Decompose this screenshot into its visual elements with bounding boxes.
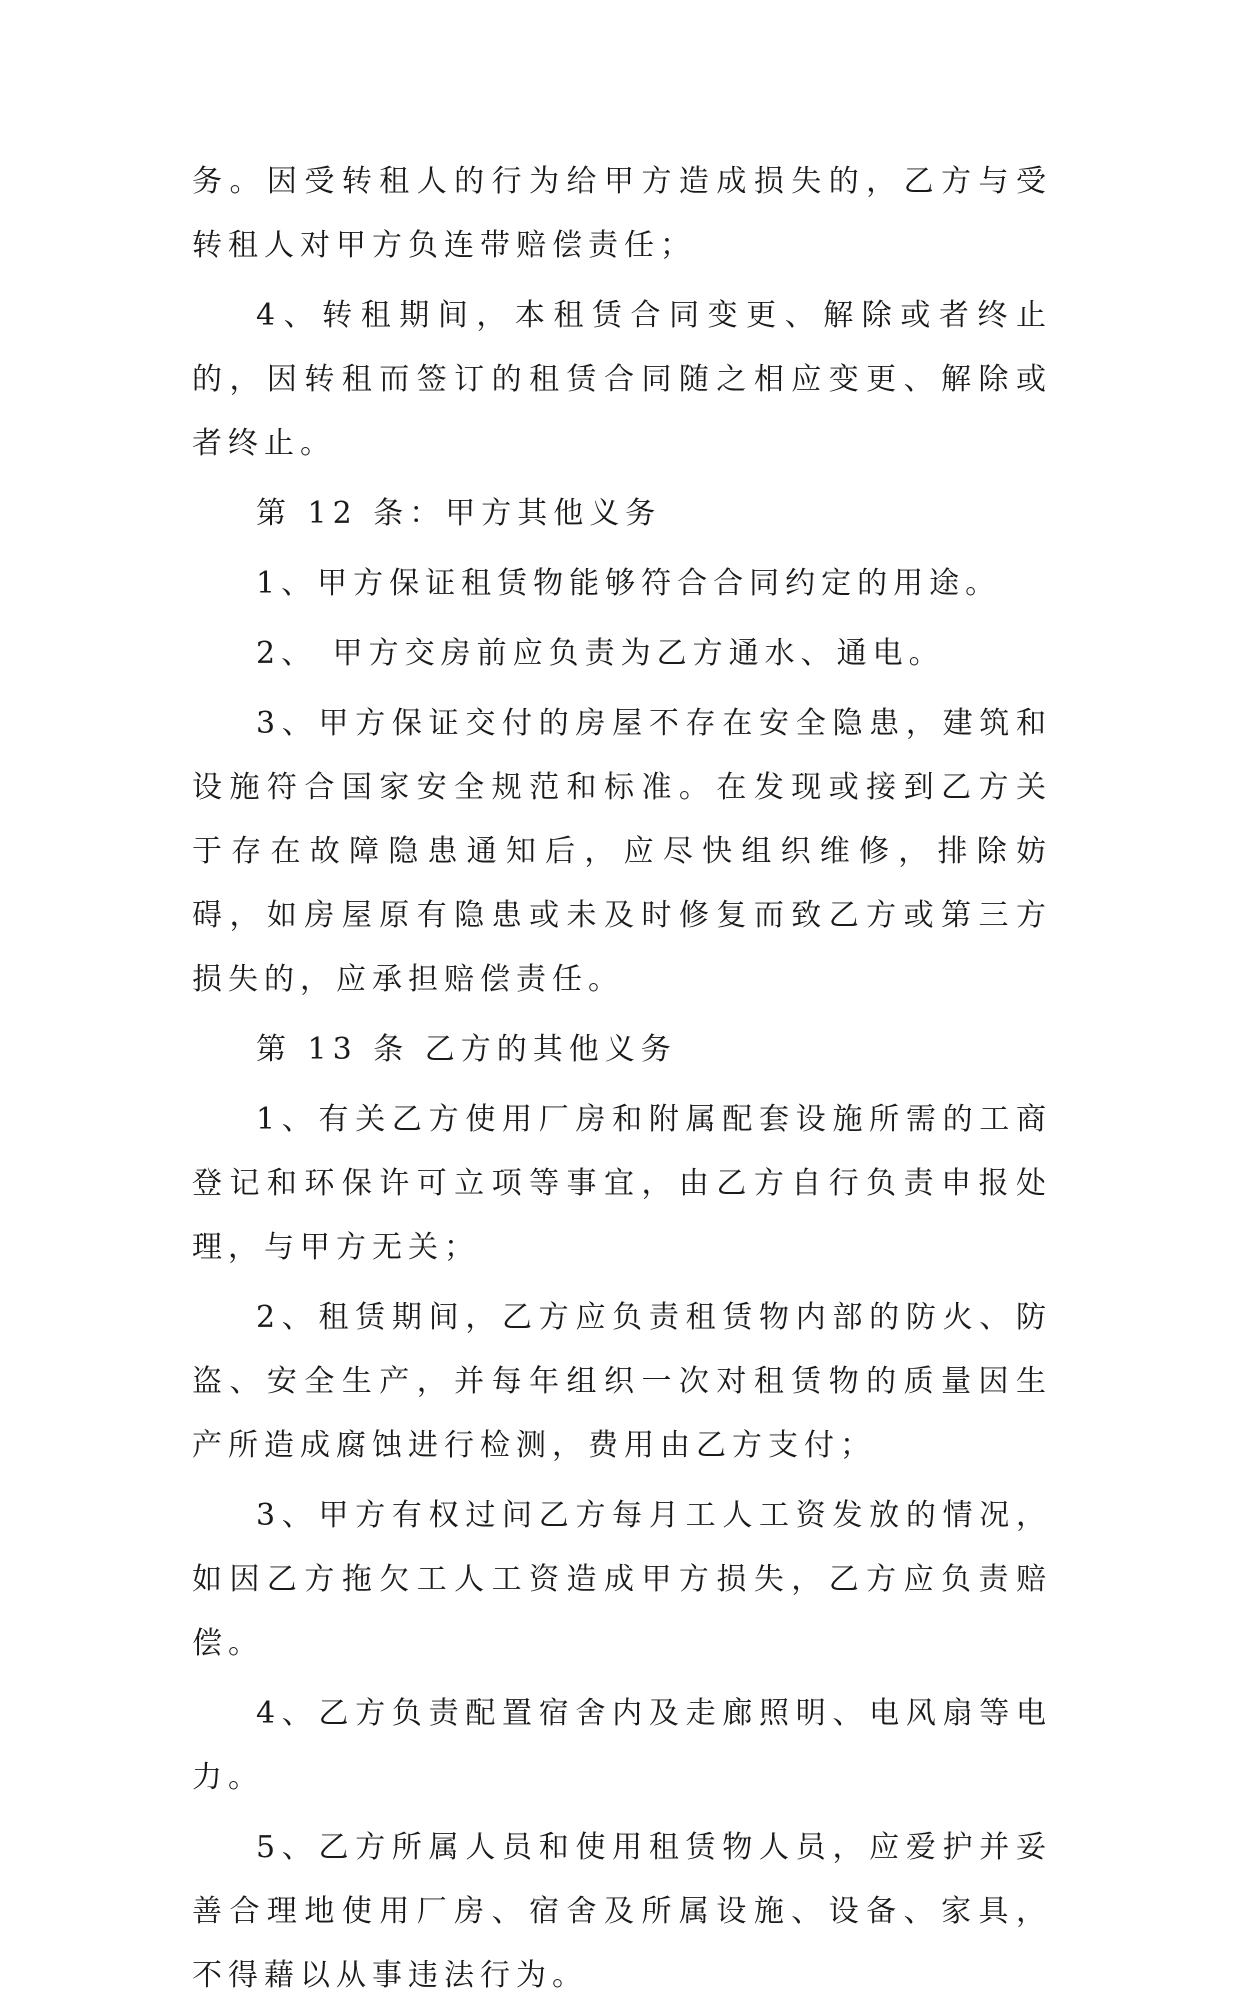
paragraph-5: 2、 甲方交房前应负责为乙方通水、通电。 — [256, 636, 945, 671]
article-13-heading: 第 13 条 乙方的其他义务 — [256, 1032, 677, 1067]
paragraph-1: 务。因受转租人的行为给甲方造成损失的，乙方与受转租人对甲方负连带赔偿责任； — [192, 164, 1052, 263]
paragraph-11: 4、乙方负责配置宿舍内及走廊照明、电风扇等电力。 — [192, 1696, 1052, 1795]
paragraph-12: 5、乙方所属人员和使用租赁物人员，应爱护并妥善合理地使用厂房、宿舍及所属设施、设备、家具，不得藉以从事违法行为。 — [192, 1830, 1052, 1993]
paragraph-6: 3、甲方保证交付的房屋不存在安全隐患，建筑和设施符合国家安全规范和标准。在发现或接到乙方关于存在故障隐患通知后，应尽快组织维修，排除妨碍，如房屋原有隐患或未及时修复而致乙方或第三方损失的，应承担赔偿责任。 — [192, 706, 1052, 997]
article-12-heading: 第 12 条：甲方其他义务 — [256, 496, 662, 531]
paragraph-8: 1、有关乙方使用厂房和附属配套设施所需的工商登记和环保许可立项等事宜，由乙方自行负责申报处理，与甲方无关； — [192, 1102, 1052, 1265]
paragraph-4: 1、甲方保证租赁物能够符合合同约定的用途。 — [256, 566, 1002, 601]
document-body — [192, 150, 1052, 2014]
paragraph-10: 3、甲方有权过问乙方每月工人工资发放的情况，如因乙方拖欠工人工资造成甲方损失，乙方应负责赔偿。 — [192, 1498, 1052, 1661]
paragraph-2: 4、转租期间，本租赁合同变更、解除或者终止的，因转租而签订的租赁合同随之相应变更、解除或者终止。 — [192, 298, 1052, 461]
paragraph-9: 2、租赁期间，乙方应负责租赁物内部的防火、防盗、安全生产，并每年组织一次对租赁物的质量因生产所造成腐蚀进行检测，费用由乙方支付； — [192, 1300, 1052, 1463]
